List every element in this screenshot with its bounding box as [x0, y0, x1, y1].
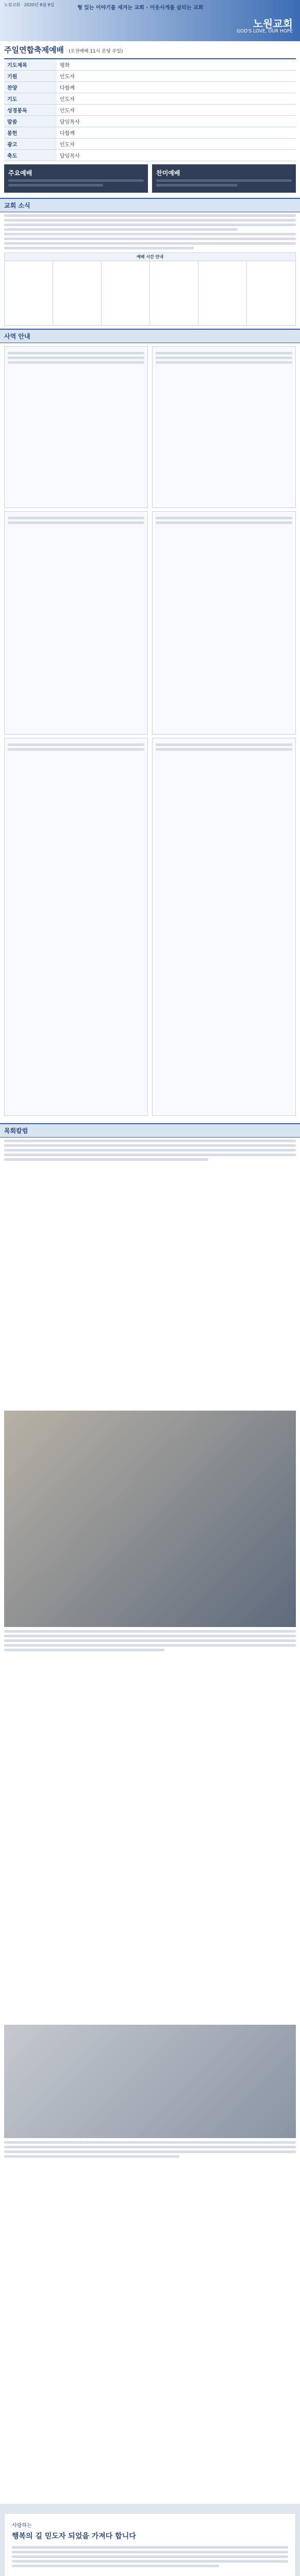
schedule-table: [4, 252, 296, 326]
column-section-title: 목회칼럼: [0, 1123, 300, 1138]
letter-card: [4, 2513, 296, 2576]
ministry-block-left-3: [4, 738, 148, 1116]
ministry-block-left: [4, 346, 148, 508]
sermon-title: 주요예배: [8, 170, 32, 177]
order-row: 봉헌 다함께: [4, 127, 296, 139]
praise-box: [152, 164, 296, 193]
order-row: 성경봉독 인도자: [4, 105, 296, 116]
order-row: 축도 담임목사: [4, 150, 296, 161]
ministry-block-left-2: [4, 511, 148, 735]
ministry-block-right: [152, 346, 296, 508]
praise-title: 찬미예배: [156, 170, 180, 177]
ministry-block-right-2: [152, 511, 296, 735]
news-body: [4, 214, 296, 249]
news-section-title: 교회 소식: [0, 198, 300, 212]
ministry-section-title: 사역 안내: [0, 329, 300, 343]
church-brand: 노원교회: [253, 18, 293, 30]
letter-section: [0, 2504, 300, 2576]
article-body: [4, 1630, 296, 2022]
column-body: [4, 1140, 296, 1408]
sermon-box: [4, 164, 148, 193]
order-row: 기원 인도자: [4, 71, 296, 82]
order-row: 광고 인도자: [4, 139, 296, 150]
congregation-photo: [4, 1411, 296, 1627]
header-banner: [0, 0, 300, 41]
ministry-columns: [4, 346, 296, 508]
worship-order: [4, 58, 296, 161]
church-motto: GOD'S LOVE, OUR HOPE: [237, 29, 293, 34]
ministry-block-right-3: [152, 738, 296, 1116]
sermon-boxes: [4, 164, 296, 193]
worship-subtitle: (오전예배 11시 본당 주일): [69, 49, 123, 54]
event-photo: [4, 2025, 296, 2138]
order-row: 기도제목 평화: [4, 59, 296, 71]
worship-title: 주일연합축제예배: [4, 45, 64, 55]
letter-greeting: 사랑하는: [12, 2523, 32, 2529]
article-body-2: [4, 2141, 296, 2502]
letter-headline: 행복의 길 믿도자 되었을 가져다 합니다: [12, 2532, 136, 2540]
slogan: 형 있는 이야기를 새겨는 교회 · 이웃사게를 살리는 교회: [77, 5, 204, 11]
issue-info: 노원교회 · 2020년 8월 9일: [4, 3, 55, 7]
schedule-title: 예배 시간 안내: [5, 253, 296, 261]
ministry-columns-3: [4, 738, 296, 1116]
order-row: 말씀 담임목사: [4, 116, 296, 127]
worship-title-row: [4, 44, 296, 55]
ministry-columns-2: [4, 511, 296, 735]
order-row: 기도 인도자: [4, 93, 296, 105]
order-row: 찬양 다함께: [4, 82, 296, 93]
